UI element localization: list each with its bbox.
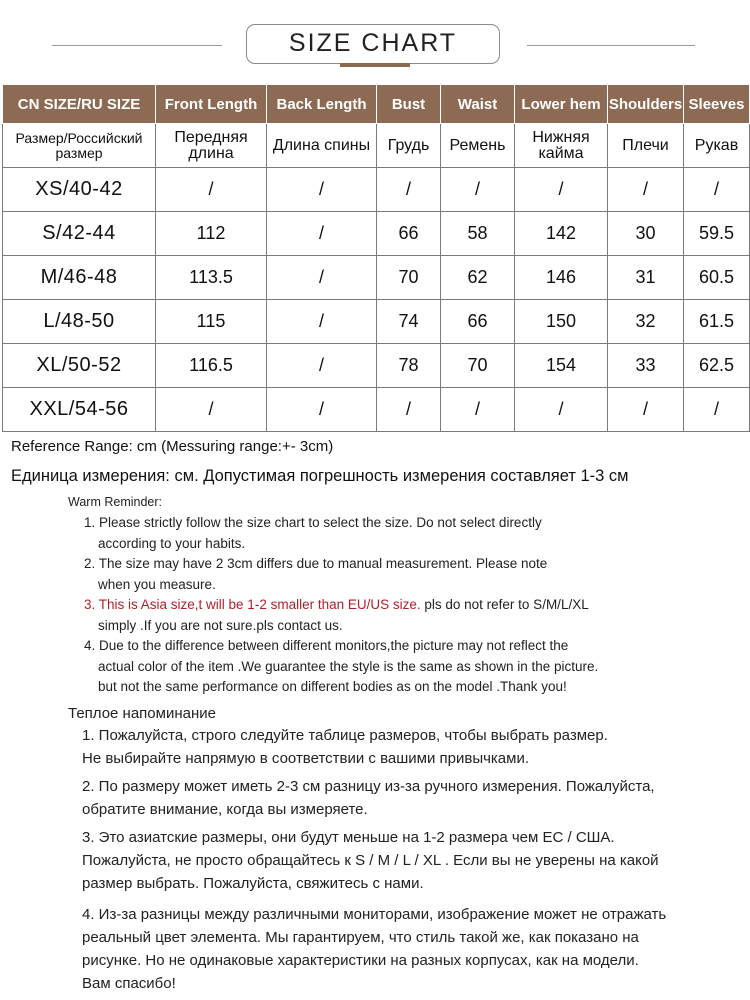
table-cell: / [156,388,267,432]
table-cell: Bust [377,85,441,124]
table-cell: / [267,300,377,344]
table-cell: Waist [441,85,515,124]
table-cell: / [267,168,377,212]
unit-note-ru: Единица измерения: см. Допустимая погрешность измерения составляет 1-3 см [11,467,629,485]
warm-2a: 2. The size may have 2 3cm differs due to manual measurement. Please note [84,556,548,571]
table-cell: 150 [515,300,608,344]
ru-title: Теплое напоминание [68,705,216,722]
table-cell: Lower hem [515,85,608,124]
table-cell: / [515,388,608,432]
ru-4b: реальный цвет элемента. Мы гарантируем, что стиль такой же, как показано на [82,929,639,946]
table-cell: / [515,168,608,212]
table-cell: Размер/Российский размер [3,124,156,168]
warm-4a: 4. Due to the difference between different monitors,the picture may not reflect the [84,638,569,653]
table-cell: XL/50-52 [3,344,156,388]
table-row [3,344,750,388]
table-cell: CN SIZE/RU SIZE [3,85,156,124]
title-accent-bar [340,63,410,67]
table-cell: / [267,256,377,300]
table-cell: 58 [441,212,515,256]
table-cell: / [608,168,684,212]
table-cell: 66 [441,300,515,344]
table-cell: XS/40-42 [3,168,156,212]
ru-4c: рисунке. Но не одинаковые характеристики на разных корпусах, как на модели. [82,952,639,969]
table-cell: 32 [608,300,684,344]
table-cell: 113.5 [156,256,267,300]
table-cell: 61.5 [684,300,750,344]
table-cell: Back Length [267,85,377,124]
header-row [3,85,750,124]
ru-3a: 3. Это азиатские размеры, они будут меньше на 1-2 размера чем ЕС / США. [82,829,615,846]
header-row-ru [3,124,750,168]
table-cell: 33 [608,344,684,388]
ru-1a: 1. Пожалуйста, строго следуйте таблице размеров, чтобы выбрать размер. [82,727,608,744]
size-table [2,84,750,432]
warm-4b: actual color of the item .We guarantee the style is the same as shown in the picture. [98,659,599,674]
table-cell: L/48-50 [3,300,156,344]
table-cell: / [684,388,750,432]
ru-4a: 4. Из-за разницы между различными мониторами, изображение может не отражать [82,906,667,923]
table-cell: 142 [515,212,608,256]
table-cell: Front Length [156,85,267,124]
table-cell: 66 [377,212,441,256]
warm-1a: 1. Please strictly follow the size chart to select the size. Do not select directly [84,515,542,530]
warm-2b: when you measure. [98,577,216,592]
table-cell: M/46-48 [3,256,156,300]
table-cell: / [441,388,515,432]
table-cell: 74 [377,300,441,344]
title-area [0,0,750,82]
table-cell: 146 [515,256,608,300]
table-cell: 59.5 [684,212,750,256]
table-cell: Shoulders [608,85,684,124]
table-cell: / [267,388,377,432]
table-cell: XXL/54-56 [3,388,156,432]
warm-reminder-title: Warm Reminder: [68,495,162,509]
table-cell: / [608,388,684,432]
warm-3b: simply .If you are not sure.pls contact us. [98,618,343,633]
warm-4c: but not the same performance on different bodies as on the model .Thank you! [98,679,567,694]
title-rule-left [52,45,222,46]
table-cell: / [684,168,750,212]
table-cell: Ремень [441,124,515,168]
table-row [3,256,750,300]
ru-1b: Не выбирайте напрямую в соответствии с вашими привычками. [82,750,530,767]
table-cell: Грудь [377,124,441,168]
warm-3a-red: 3. This is Asia size,t will be 1-2 smaller than EU/US size. [84,597,421,612]
table-cell: Рукав [684,124,750,168]
table-cell: / [377,388,441,432]
warm-3a-rest: pls do not refer to S/M/L/XL [420,597,589,612]
table-row [3,212,750,256]
warm-3a [84,597,589,612]
ru-3c: размер выбрать. Пожалуйста, свяжитесь с нами. [82,875,424,892]
table-cell: / [377,168,441,212]
table-cell: 62 [441,256,515,300]
table-row [3,168,750,212]
reference-range: Reference Range: cm (Messuring range:+- 3cm) [11,438,334,455]
table-row [3,388,750,432]
ru-3b: Пожалуйста, не просто обращайтесь к S / M / L / XL . Если вы не уверены на какой [82,852,659,869]
table-cell: Плечи [608,124,684,168]
table-cell: 78 [377,344,441,388]
ru-2b: обратите внимание, когда вы измеряете. [82,801,368,818]
table-cell: S/42-44 [3,212,156,256]
page-title: SIZE CHART [246,24,500,64]
table-cell: 60.5 [684,256,750,300]
ru-4d: Вам спасибо! [82,975,176,992]
table-cell: / [267,344,377,388]
table-cell: 154 [515,344,608,388]
table-cell: 115 [156,300,267,344]
table-cell: Sleeves [684,85,750,124]
title-rule-right [527,45,695,46]
table-cell: 112 [156,212,267,256]
table-cell: / [441,168,515,212]
table-cell: 116.5 [156,344,267,388]
warm-1b: according to your habits. [98,536,246,551]
table-cell: 30 [608,212,684,256]
table-cell: 70 [377,256,441,300]
table-cell: 70 [441,344,515,388]
table-cell: Передняя длина [156,124,267,168]
table-cell: 62.5 [684,344,750,388]
table-cell: / [156,168,267,212]
table-cell: 31 [608,256,684,300]
ru-2a: 2. По размеру может иметь 2-3 см разницу из-за ручного измерения. Пожалуйста, [82,778,655,795]
table-cell: Длина спины [267,124,377,168]
table-row [3,300,750,344]
table-cell: / [267,212,377,256]
table-cell: Нижняя кайма [515,124,608,168]
